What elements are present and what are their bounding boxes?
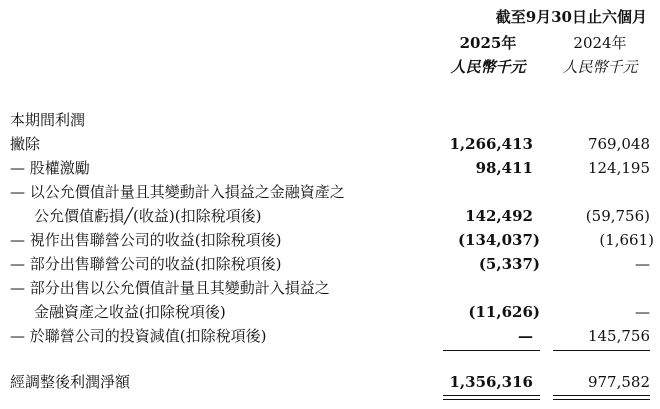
row-value-2025: 1,266,413 xyxy=(449,135,533,153)
row-label: — 以公允價值計量且其變動計入損益之金融資產之 xyxy=(10,183,345,201)
row-label: — 視作出售聯營公司的收益(扣除稅項後) xyxy=(10,231,282,249)
row-label: — 部分出售以公允價值計量且其變動計入損益之 xyxy=(10,279,330,297)
col-2024-year: 2024年 xyxy=(573,34,627,52)
row-value-2025: 98,411 xyxy=(475,159,533,177)
row-label-continued: 公允價值虧損╱(收益)(扣除稅項後) xyxy=(34,207,262,225)
subtotal-rule-2025 xyxy=(443,350,540,351)
row-value-2024: 124,195 xyxy=(587,159,650,177)
row-label: 撇除 xyxy=(10,135,41,153)
total-double-rule-2025 xyxy=(443,395,540,400)
col-2024-unit: 人民幣千元 xyxy=(562,58,638,76)
total-label: 經調整後利潤淨額 xyxy=(10,373,131,391)
row-value-2025: 142,492 xyxy=(465,207,533,225)
row-value-2024: (59,756) xyxy=(585,207,650,225)
row-label: — 於聯營公司的投資減值(扣除稅項後) xyxy=(10,327,267,345)
total-double-rule-2024 xyxy=(553,395,650,400)
row-label-continued: 金融資產之收益(扣除稅項後) xyxy=(34,303,226,321)
row-value-2025: (5,337) xyxy=(478,255,540,273)
row-value-2024: (1,661) xyxy=(599,231,654,249)
row-label: — 部分出售聯營公司的收益(扣除稅項後) xyxy=(10,255,282,273)
row-label: — 股權激勵 xyxy=(10,159,90,177)
row-value-2024: 769,048 xyxy=(587,135,650,153)
row-value-2024: — xyxy=(635,303,650,321)
total-value-2024: 977,582 xyxy=(587,373,650,391)
row-value-2024: 145,756 xyxy=(587,327,650,345)
row-value-2025: (134,037) xyxy=(457,231,540,249)
col-2025-unit: 人民幣千元 xyxy=(450,58,526,76)
row-value-2024: — xyxy=(635,255,650,273)
row-value-2025: (11,626) xyxy=(468,303,540,321)
period-header: 截至9月30日止六個月 xyxy=(495,8,647,26)
row-value-2025: — xyxy=(518,327,533,345)
col-2025-year: 2025年 xyxy=(459,34,517,52)
total-value-2025: 1,356,316 xyxy=(449,373,533,391)
subtotal-rule-2024 xyxy=(553,350,650,351)
section-title: 本期間利潤 xyxy=(10,111,86,129)
